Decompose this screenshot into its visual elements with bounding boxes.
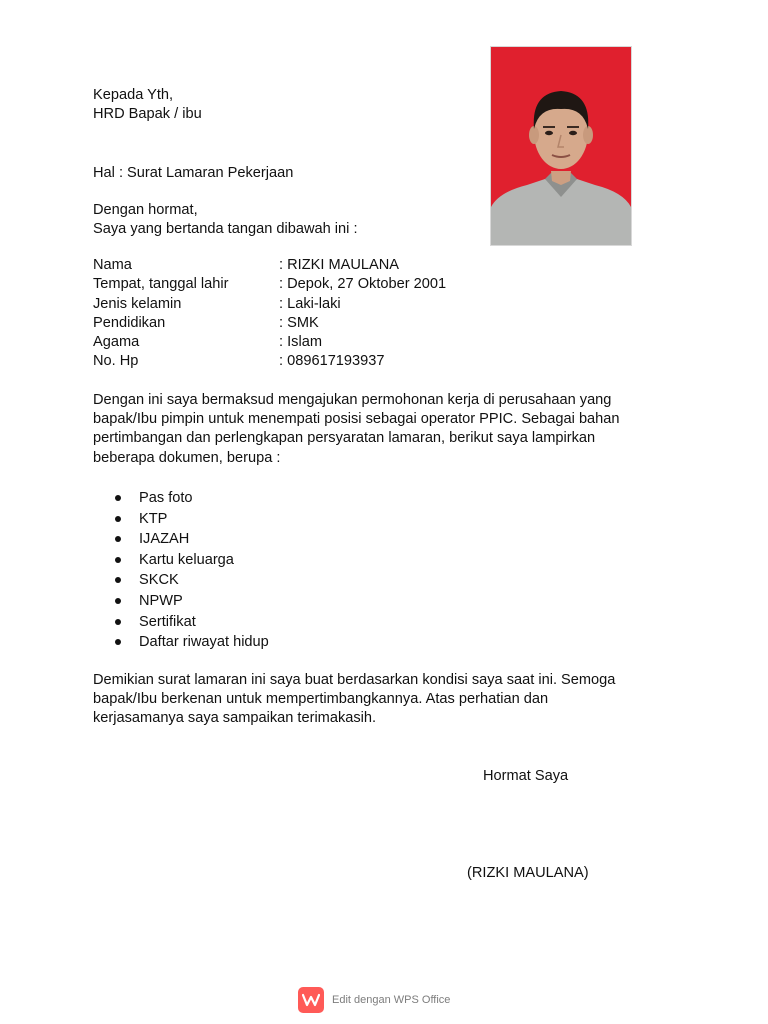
body-paragraph-line: beberapa dokumen, berupa :: [93, 450, 281, 466]
list-item: [112, 612, 269, 633]
detail-label: Agama: [93, 334, 140, 351]
detail-row: [93, 275, 493, 294]
greeting: Dengan hormat,: [93, 202, 198, 218]
bullet-icon: [115, 495, 121, 501]
body-paragraph-line: pertimbangan dan perlengkapan persyaratan lamaran, berikut saya lampirkan: [93, 430, 596, 446]
applicant-photo-image: [491, 47, 631, 245]
bullet-icon: [115, 557, 121, 563]
detail-row: [93, 295, 493, 314]
detail-value: : Depok, 27 Oktober 2001: [279, 276, 447, 293]
detail-value: : RIZKI MAULANA: [279, 257, 400, 273]
bullet-icon: [115, 577, 121, 583]
attachment-label: Daftar riwayat hidup: [139, 634, 269, 651]
list-item: [112, 488, 269, 509]
bullet-icon: [115, 598, 121, 604]
body-paragraph-line: bapak/Ibu pimpin untuk menempati posisi sebagai operator PPIC. Sebagai bahan: [93, 411, 620, 427]
detail-label: Nama: [93, 257, 132, 273]
attachment-label: SKCK: [139, 572, 179, 589]
subject-line: Hal : Surat Lamaran Pekerjaan: [93, 165, 294, 181]
bullet-icon: [115, 619, 121, 625]
detail-row: [93, 333, 493, 352]
list-item: [112, 509, 269, 530]
attachment-label: Pas foto: [139, 490, 193, 506]
detail-label: No. Hp: [93, 353, 139, 370]
closing-paragraph-line: bapak/Ibu berkenan untuk mempertimbangkannya. Atas perhatian dan: [93, 691, 549, 707]
body-paragraph-line: Dengan ini saya bermaksud mengajukan permohonan kerja di perusahaan yang: [93, 392, 612, 408]
signature-name: (RIZKI MAULANA): [467, 865, 589, 881]
list-item: [112, 529, 269, 550]
list-item: [112, 550, 269, 571]
attachment-label: Sertifikat: [139, 613, 196, 630]
intro-line: Saya yang bertanda tangan dibawah ini :: [93, 221, 358, 237]
attachment-list: [112, 488, 269, 653]
regards-text: Hormat Saya: [483, 768, 569, 784]
detail-row: [93, 314, 493, 333]
bullet-icon: [115, 536, 121, 542]
wps-w-glyph: [302, 993, 320, 1007]
detail-row: [93, 256, 493, 275]
list-item: [112, 570, 269, 591]
detail-row: [93, 352, 493, 371]
closing-paragraph-line: kerjasamanya saya sampaikan terimakasih.: [93, 710, 377, 726]
attachment-label: KTP: [139, 510, 168, 527]
detail-label: Pendidikan: [93, 314, 166, 331]
attachment-label: NPWP: [139, 592, 183, 609]
detail-value: : Laki-laki: [279, 295, 341, 312]
bullet-icon: [115, 516, 121, 522]
list-item: [112, 591, 269, 612]
list-item: [112, 632, 269, 653]
detail-label: Jenis kelamin: [93, 295, 182, 312]
attachment-label: IJAZAH: [139, 531, 190, 548]
detail-value: : Islam: [279, 334, 322, 351]
applicant-details: [93, 256, 493, 372]
wps-edit-link[interactable]: [298, 987, 450, 1013]
applicant-photo: [490, 46, 632, 246]
detail-value: : 089617193937: [279, 353, 385, 370]
closing-paragraph-line: Demikian surat lamaran ini saya buat berdasarkan kondisi saya saat ini. Semoga: [93, 672, 616, 688]
wps-edit-label: Edit dengan WPS Office: [332, 994, 451, 1006]
bullet-icon: [115, 639, 121, 645]
detail-label: Tempat, tanggal lahir: [93, 276, 229, 293]
recipient-line-1: Kepada Yth,: [93, 87, 174, 103]
attachment-label: Kartu keluarga: [139, 551, 234, 568]
detail-value: : SMK: [279, 314, 319, 331]
recipient-line-2: HRD Bapak / ibu: [93, 106, 202, 122]
wps-office-icon: [298, 987, 324, 1013]
